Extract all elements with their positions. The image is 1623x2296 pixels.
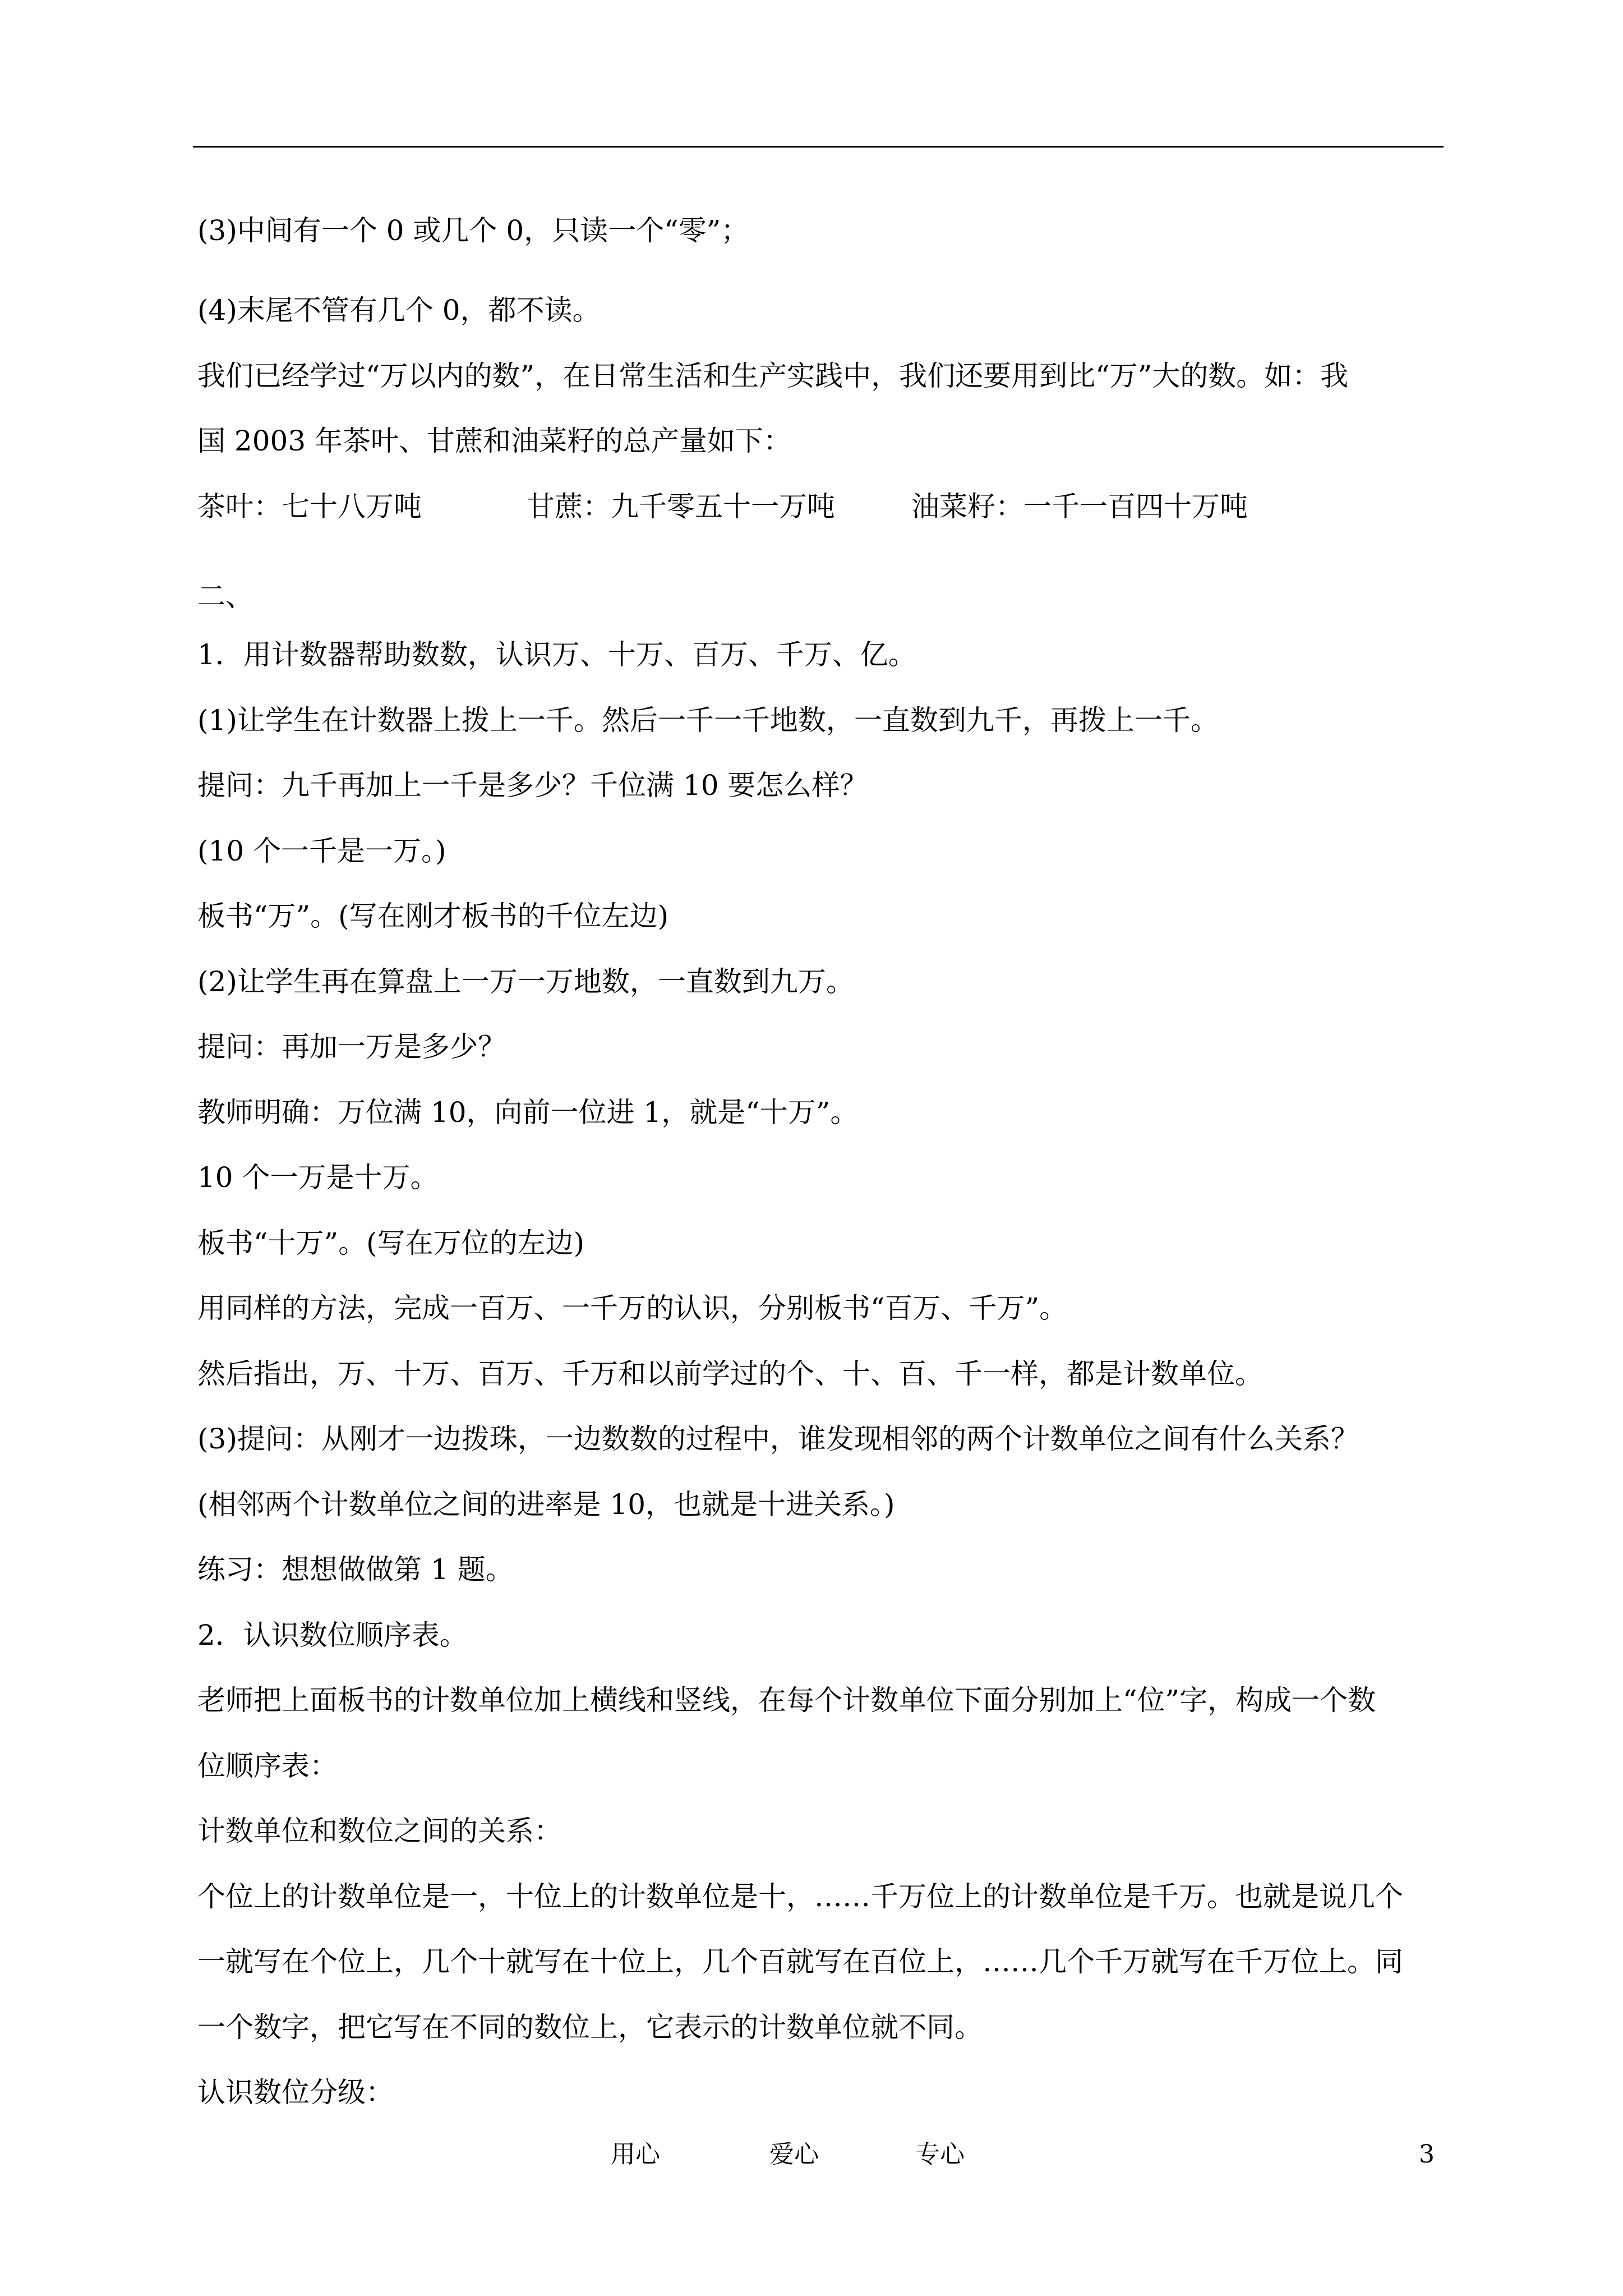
paragraph-step-1-1: (1)让学生在计数器上拨上一千。然后一千一千地数，一直数到九千，再拨上一千。 [197, 704, 1219, 737]
paragraph-grading-heading: 认识数位分级： [197, 2076, 394, 2109]
paragraph-same-method: 用同样的方法，完成一百万、一千万的认识，分别板书“百万、千万”。 [197, 1292, 1068, 1324]
footer-motto-right: 专心 [915, 2140, 965, 2169]
footer-motto-left: 用心 [611, 2140, 660, 2169]
paragraph-intro-line-1: 我们已经学过“万以内的数”，在日常生活和生产实践中，我们还要用到比“万”大的数。如：我 [197, 360, 1349, 392]
production-list [197, 488, 1248, 525]
header-rule [193, 146, 1444, 148]
footer-motto-middle: 爱心 [769, 2140, 819, 2169]
production-tea: 茶叶：七十八万吨 [197, 490, 422, 523]
paragraph-question-1: 提问：九千再加上一千是多少？千位满 10 要怎么样？ [197, 769, 868, 802]
paragraph-relation-line-3: 一个数字，把它写在不同的数位上，它表示的计数单位就不同。 [197, 2011, 983, 2044]
paragraph-intro-line-2: 国 2003 年茶叶、甘蔗和油菜籽的总产量如下： [197, 425, 792, 457]
paragraph-table-line-2: 位顺序表： [197, 1750, 338, 1782]
paragraph-relation-heading: 计数单位和数位之间的关系： [197, 1815, 562, 1847]
paragraph-question-2: 提问：再加一万是多少？ [197, 1030, 506, 1063]
paragraph-teacher-clarify: 教师明确：万位满 10，向前一位进 1，就是“十万”。 [197, 1096, 859, 1129]
paragraph-board-1: 板书“万”。(写在刚才板书的千位左边) [197, 900, 669, 932]
paragraph-rule-3: (3)中间有一个 0 或几个 0，只读一个“零”； [197, 214, 749, 247]
section-heading-2: 二、 [197, 580, 253, 613]
paragraph-answer-1: (10 个一千是一万。) [197, 835, 446, 867]
step-1-heading: 1．用计数器帮助数数，认识万、十万、百万、千万、亿。 [197, 638, 916, 671]
page-footer [0, 2135, 1623, 2174]
paragraph-rule-4: (4)末尾不管有几个 0，都不读。 [197, 294, 601, 326]
paragraph-relation-line-1: 个位上的计数单位是一，十位上的计数单位是十，……千万位上的计数单位是千万。也就是说几个 [197, 1880, 1403, 1913]
step-2-heading: 2．认识数位顺序表。 [197, 1619, 468, 1651]
paragraph-board-2: 板书“十万”。(写在万位的左边) [197, 1227, 585, 1259]
paragraph-step-1-2: (2)让学生再在算盘上一万一万地数，一直数到九万。 [197, 965, 854, 998]
paragraph-counting-units: 然后指出，万、十万、百万、千万和以前学过的个、十、百、千一样，都是计数单位。 [197, 1358, 1263, 1390]
paragraph-step-1-3: (3)提问：从刚才一边拨珠，一边数数的过程中，谁发现相邻的两个计数单位之间有什么关系？ [197, 1423, 1359, 1455]
paragraph-answer-3: (相邻两个计数单位之间的进率是 10，也就是十进关系。) [197, 1488, 895, 1521]
page-number: 3 [1419, 2140, 1435, 2169]
production-sugarcane: 甘蔗：九千零五十一万吨 [527, 490, 835, 523]
paragraph-table-line-1: 老师把上面板书的计数单位加上横线和竖线，在每个计数单位下面分别加上“位”字，构成一个数 [197, 1684, 1376, 1717]
paragraph-relation-line-2: 一就写在个位上，几个十就写在十位上，几个百就写在百位上，……几个千万就写在千万位上。同 [197, 1945, 1403, 1978]
paragraph-ten-ten-thousand: 10 个一万是十万。 [197, 1161, 439, 1194]
production-rapeseed: 油菜籽：一千一百四十万吨 [911, 490, 1248, 523]
paragraph-practice: 练习：想想做做第 1 题。 [197, 1553, 514, 1586]
